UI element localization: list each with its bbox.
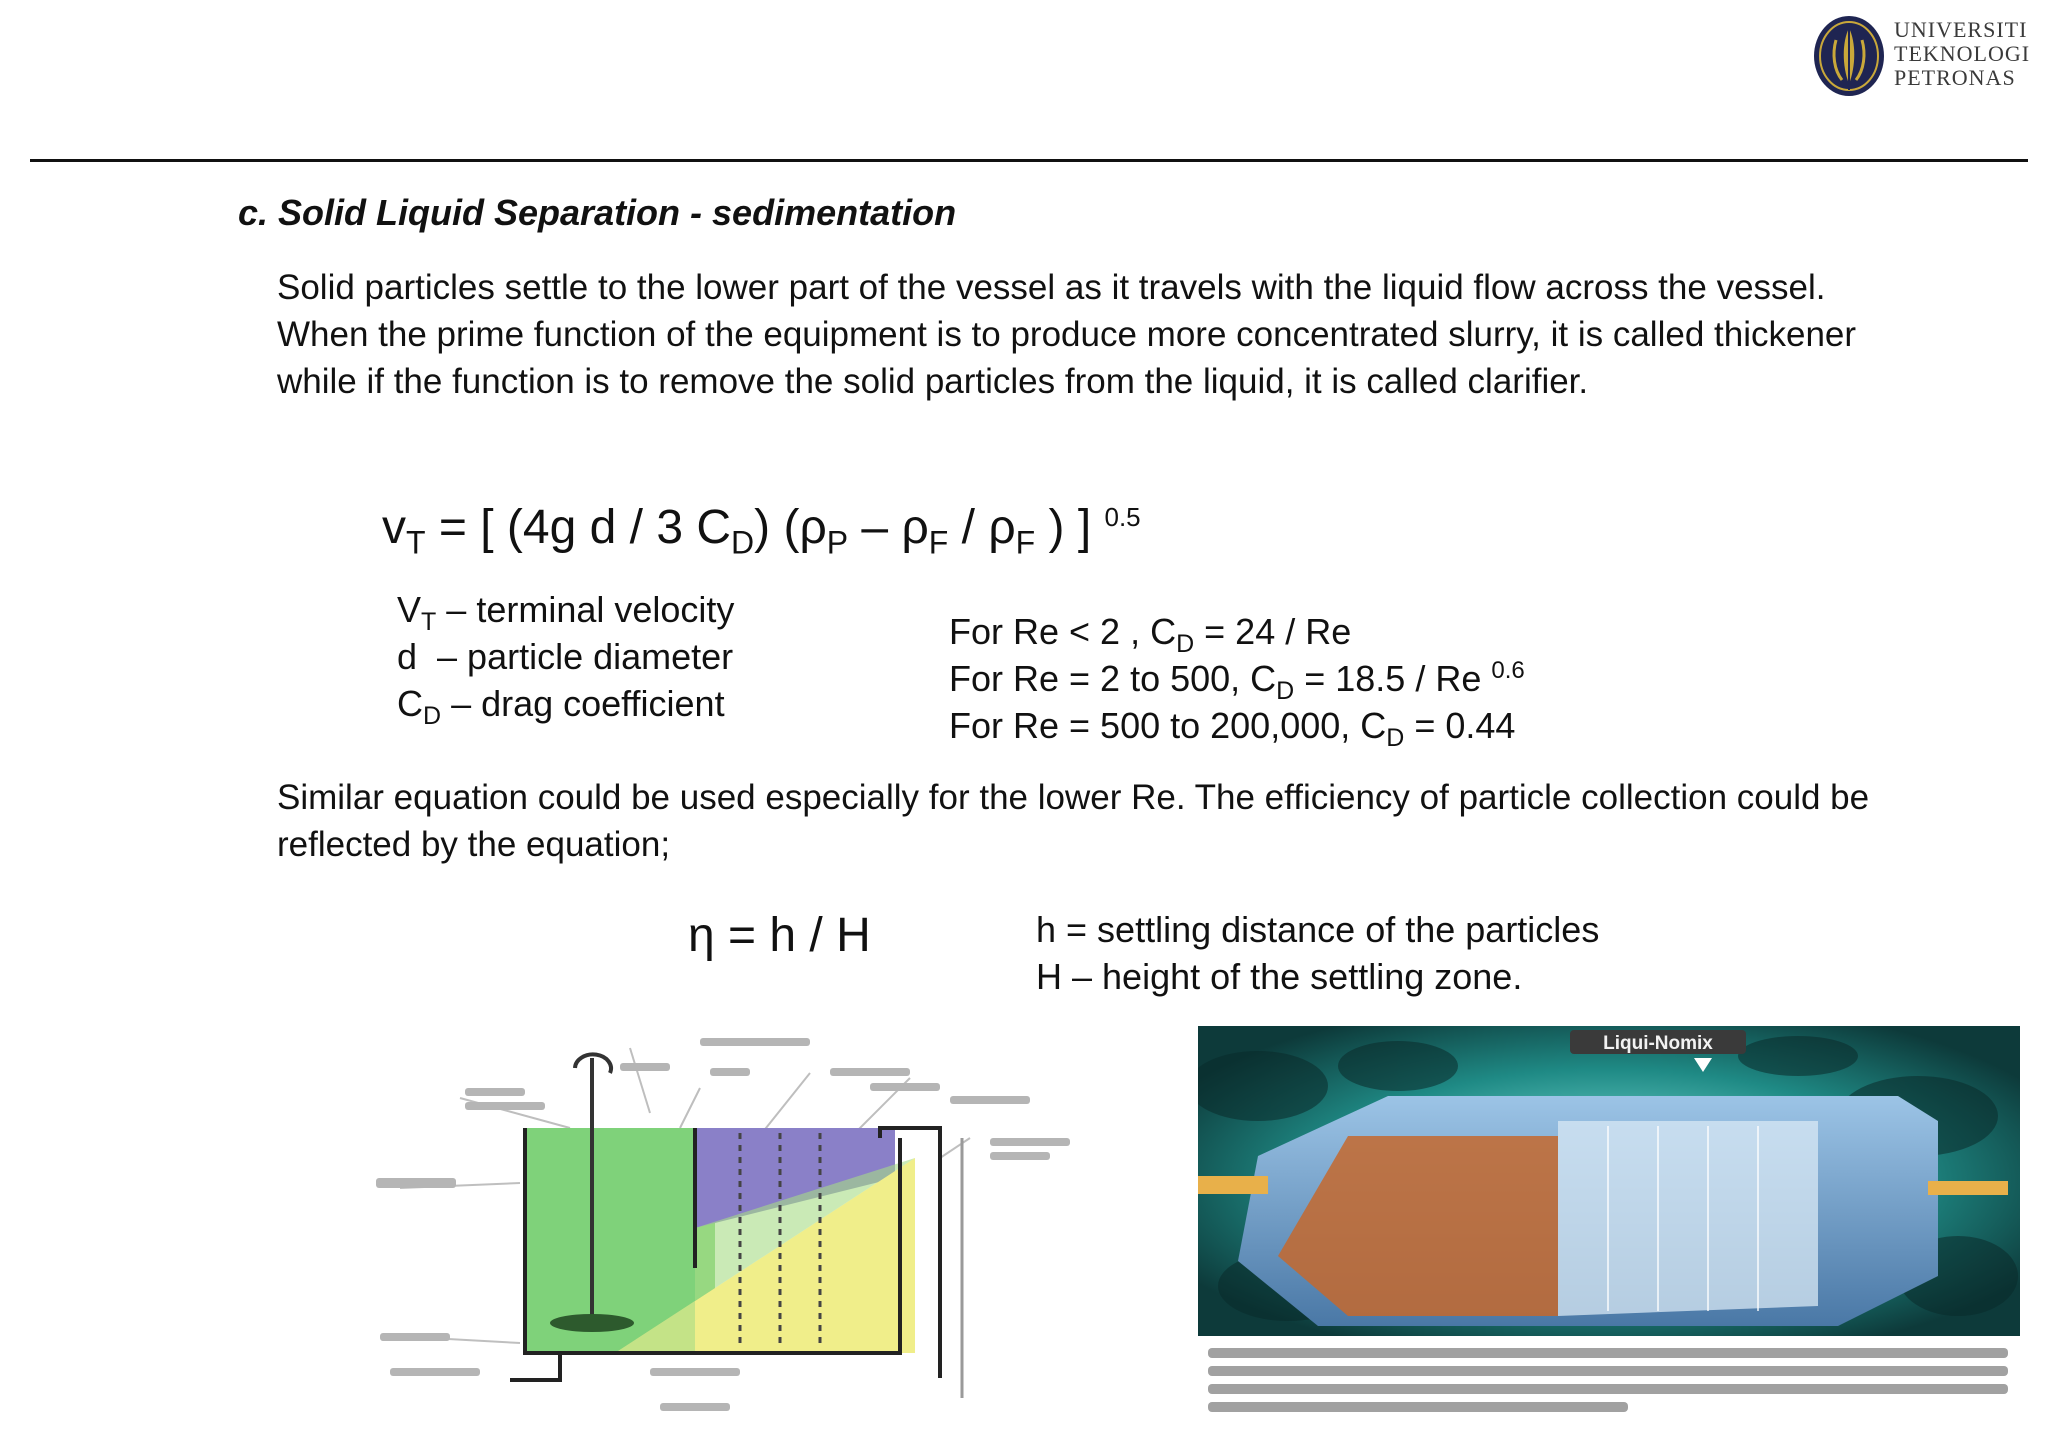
logo-line: UNIVERSITI xyxy=(1894,17,2028,42)
rule-subscript: D xyxy=(1386,724,1405,753)
header-divider xyxy=(30,159,2028,162)
rule-exponent: 0.6 xyxy=(1491,657,1525,684)
petronas-seal-icon xyxy=(1812,14,1886,98)
eq-text: ) ] xyxy=(1035,501,1105,554)
rule-text: = 0.44 xyxy=(1404,705,1516,746)
eq-text: – ρ xyxy=(848,501,929,554)
eq-subscript: T xyxy=(406,524,426,561)
rule-text: = 24 / Re xyxy=(1194,611,1352,652)
def-subscript: T xyxy=(421,608,437,637)
logo-line: PETRONAS xyxy=(1894,65,2016,90)
intro-paragraph: Solid particles settle to the lower part of the vessel as it travels with the liquid flow across the vessel. When the prime function of the equipment is to produce more concentrated slurry, it is called thickener while if the function is to remove the solid particles from the liquid, it is called clarifier. xyxy=(277,268,1857,401)
def-text: – terminal velocity xyxy=(436,589,735,630)
eq-exponent: 0.5 xyxy=(1104,502,1141,532)
eq-text: = [ (4g d / 3 C xyxy=(425,501,732,554)
definition-item xyxy=(397,680,734,731)
eq-text: ) (ρ xyxy=(754,501,827,554)
drag-coefficient-rules xyxy=(949,608,1525,753)
logo-wordmark xyxy=(1894,18,2030,90)
def-text: – particle diameter xyxy=(417,636,734,677)
settling-tank-diagram xyxy=(370,1018,1140,1418)
eq-subscript: D xyxy=(731,524,755,561)
rule-text: For Re = 2 to 500, C xyxy=(949,658,1277,699)
rule-text: = 18.5 / Re xyxy=(1294,658,1492,699)
rule-subscript: D xyxy=(1176,630,1195,659)
eq-subscript: P xyxy=(826,524,849,561)
university-logo xyxy=(1812,12,2032,102)
eq-subscript: F xyxy=(928,524,949,561)
efficiency-def-item: H – height of the settling zone. xyxy=(1036,956,1523,997)
efficiency-definitions xyxy=(1036,906,1599,1000)
terminal-velocity-equation xyxy=(382,500,1141,561)
eq-text: / ρ xyxy=(948,501,1016,554)
efficiency-paragraph: Similar equation could be used especially for the lower Re. The efficiency of particle collection could be reflected by the equation; xyxy=(277,778,1870,864)
rule-subscript: D xyxy=(1276,677,1295,706)
liqui-nomix-photo xyxy=(1198,1026,2020,1426)
section-heading: c. Solid Liquid Separation - sedimentation xyxy=(238,192,957,233)
definition-item xyxy=(397,586,735,637)
def-symbol: d xyxy=(397,636,418,677)
def-symbol: V xyxy=(397,589,422,630)
inlet-pipe xyxy=(1198,1176,1268,1194)
definition-item xyxy=(397,633,734,680)
drag-rule xyxy=(949,608,1525,659)
mixer-impeller-icon xyxy=(550,1314,634,1332)
efficiency-equation: η = h / H xyxy=(688,909,871,962)
logo-line: TEKNOLOGI xyxy=(1894,41,2031,66)
def-subscript: D xyxy=(423,702,442,731)
eq-text: v xyxy=(382,501,406,554)
variable-definitions xyxy=(397,586,735,731)
def-text: – drag coefficient xyxy=(441,683,725,724)
photo-banner-text: Liqui-Nomix xyxy=(1603,1033,1713,1054)
vessel-plate-pack xyxy=(1558,1121,1818,1316)
outlet-pipe xyxy=(1928,1181,2008,1195)
rule-text: For Re < 2 , C xyxy=(949,611,1177,652)
eq-subscript: F xyxy=(1015,524,1036,561)
efficiency-def-item: h = settling distance of the particles xyxy=(1036,909,1600,950)
def-symbol: C xyxy=(397,683,423,724)
drag-rule xyxy=(949,702,1525,753)
drag-rule xyxy=(949,655,1525,706)
rule-text: For Re = 500 to 200,000, C xyxy=(949,705,1387,746)
